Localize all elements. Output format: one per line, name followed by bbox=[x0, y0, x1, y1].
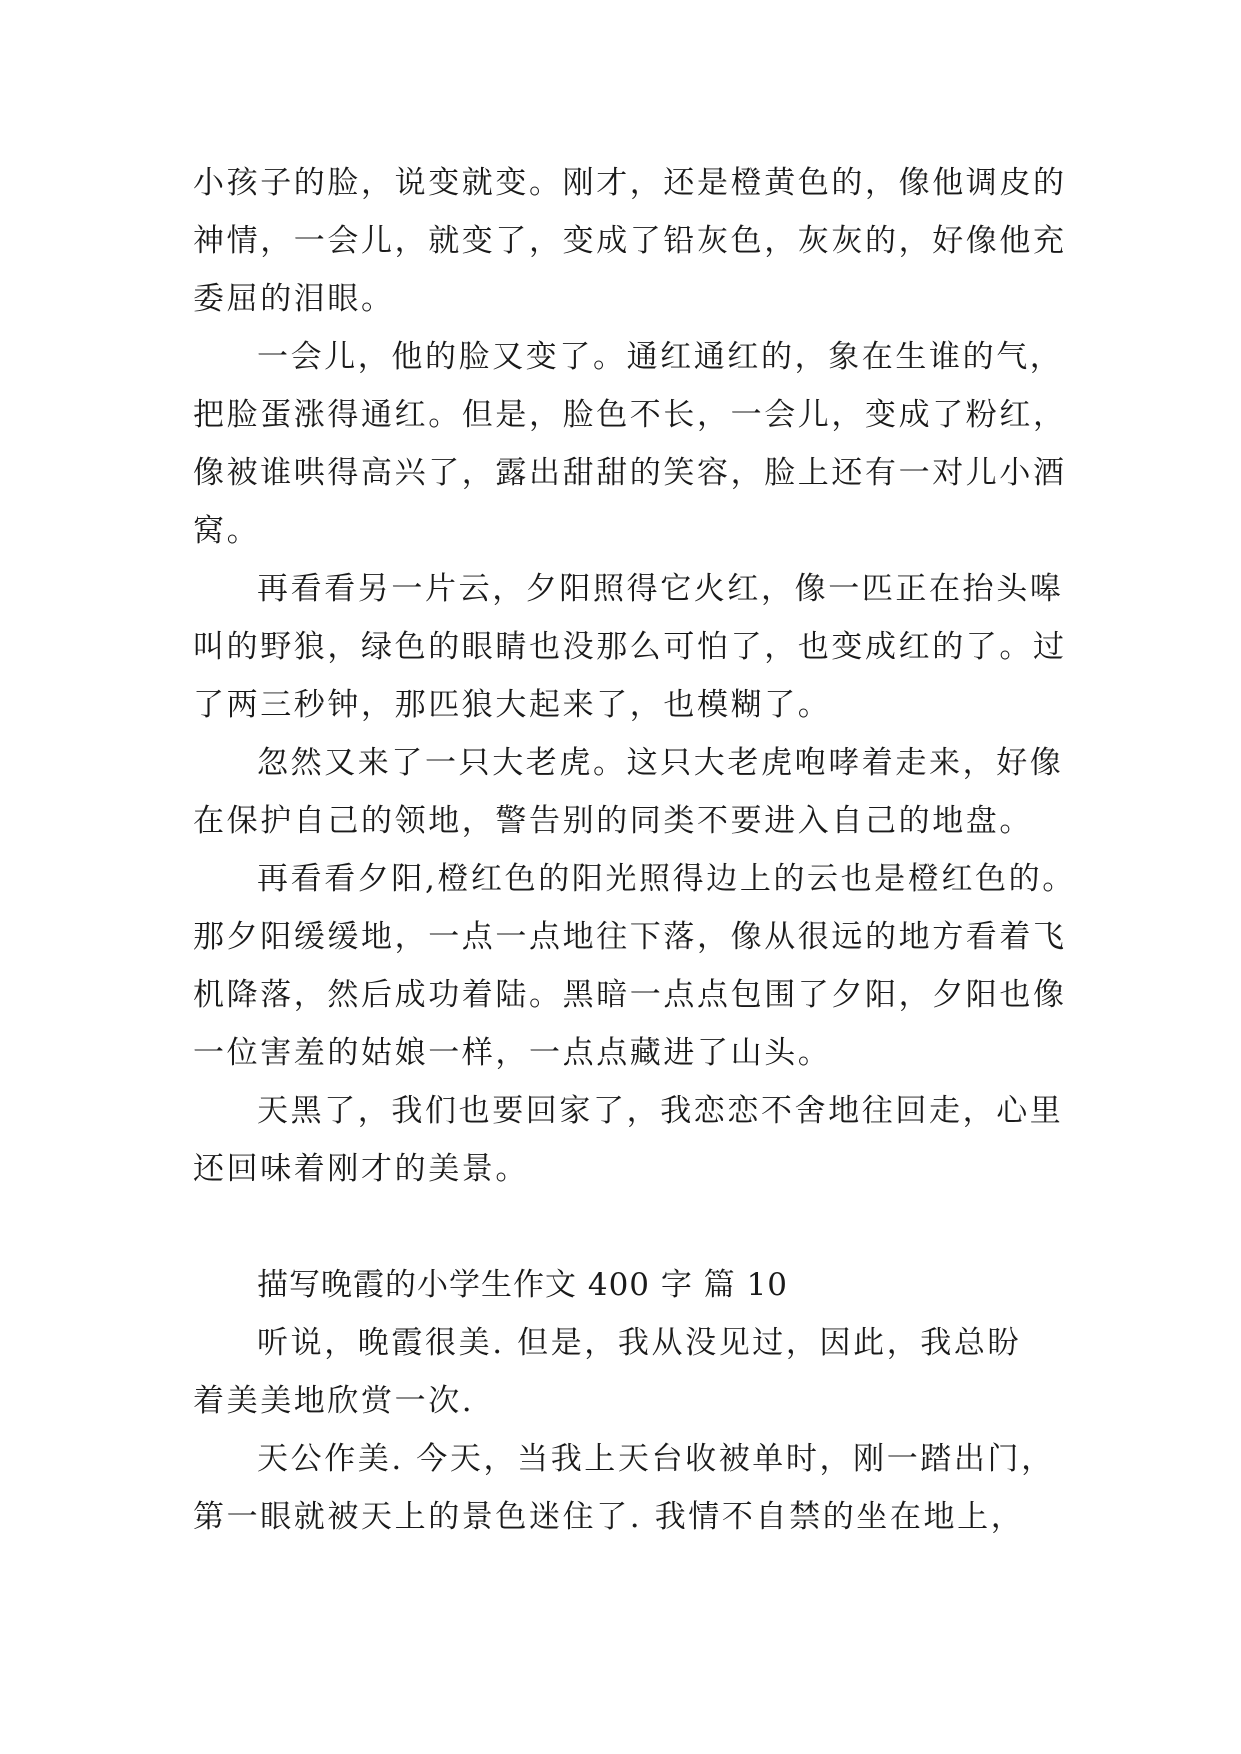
section-heading: 描写晚霞的小学生作文 400 字 篇 10 bbox=[257, 1267, 789, 1303]
text-line: 神情，一会儿，就变了，变成了铅灰色，灰灰的，好像他充 bbox=[193, 223, 1067, 259]
text-line: 着美美地欣赏一次. bbox=[193, 1383, 475, 1419]
text-line: 在保护自己的领地，警告别的同类不要进入自己的地盘。 bbox=[193, 803, 1033, 839]
text-line: 听说，晚霞很美. 但是，我从没见过，因此，我总盼 bbox=[257, 1325, 1022, 1361]
text-line: 了两三秒钟，那匹狼大起来了，也模糊了。 bbox=[193, 687, 832, 723]
text-line: 像被谁哄得高兴了，露出甜甜的笑容，脸上还有一对儿小酒 bbox=[193, 455, 1067, 491]
text-line: 小孩子的脸，说变就变。刚才，还是橙黄色的，像他调皮的 bbox=[193, 165, 1067, 201]
text-line: 叫的野狼，绿色的眼睛也没那么可怕了，也变成红的了。过 bbox=[193, 629, 1067, 665]
text-line: 再看看另一片云，夕阳照得它火红，像一匹正在抬头嗥 bbox=[257, 571, 1064, 607]
text-line: 天公作美. 今天，当我上天台收被单时，刚一踏出门， bbox=[257, 1441, 1055, 1477]
text-line: 把脸蛋涨得通红。但是，脸色不长，一会儿，变成了粉红， bbox=[193, 397, 1067, 433]
text-line: 第一眼就被天上的景色迷住了. 我情不自禁的坐在地上， bbox=[193, 1499, 1025, 1535]
text-line: 一位害羞的姑娘一样，一点点藏进了山头。 bbox=[193, 1035, 832, 1071]
text-line: 窝。 bbox=[193, 513, 261, 549]
text-line: 还回味着刚才的美景。 bbox=[193, 1151, 529, 1187]
text-line: 一会儿，他的脸又变了。通红通红的，象在生谁的气， bbox=[257, 339, 1064, 375]
text-line: 那夕阳缓缓地，一点一点地往下落，像从很远的地方看着飞 bbox=[193, 919, 1067, 955]
text-line: 机降落，然后成功着陆。黑暗一点点包围了夕阳，夕阳也像 bbox=[193, 977, 1067, 1013]
document-page bbox=[193, 154, 1076, 1546]
paragraph-gap bbox=[193, 1198, 1053, 1256]
text-line: 天黑了，我们也要回家了，我恋恋不舍地往回走，心里 bbox=[257, 1093, 1064, 1129]
text-line: 忽然又来了一只大老虎。这只大老虎咆哮着走来，好像 bbox=[257, 745, 1064, 781]
text-line: 再看看夕阳,橙红色的阳光照得边上的云也是橙红色的。 bbox=[257, 861, 1076, 897]
text-line: 委屈的泪眼。 bbox=[193, 281, 395, 317]
